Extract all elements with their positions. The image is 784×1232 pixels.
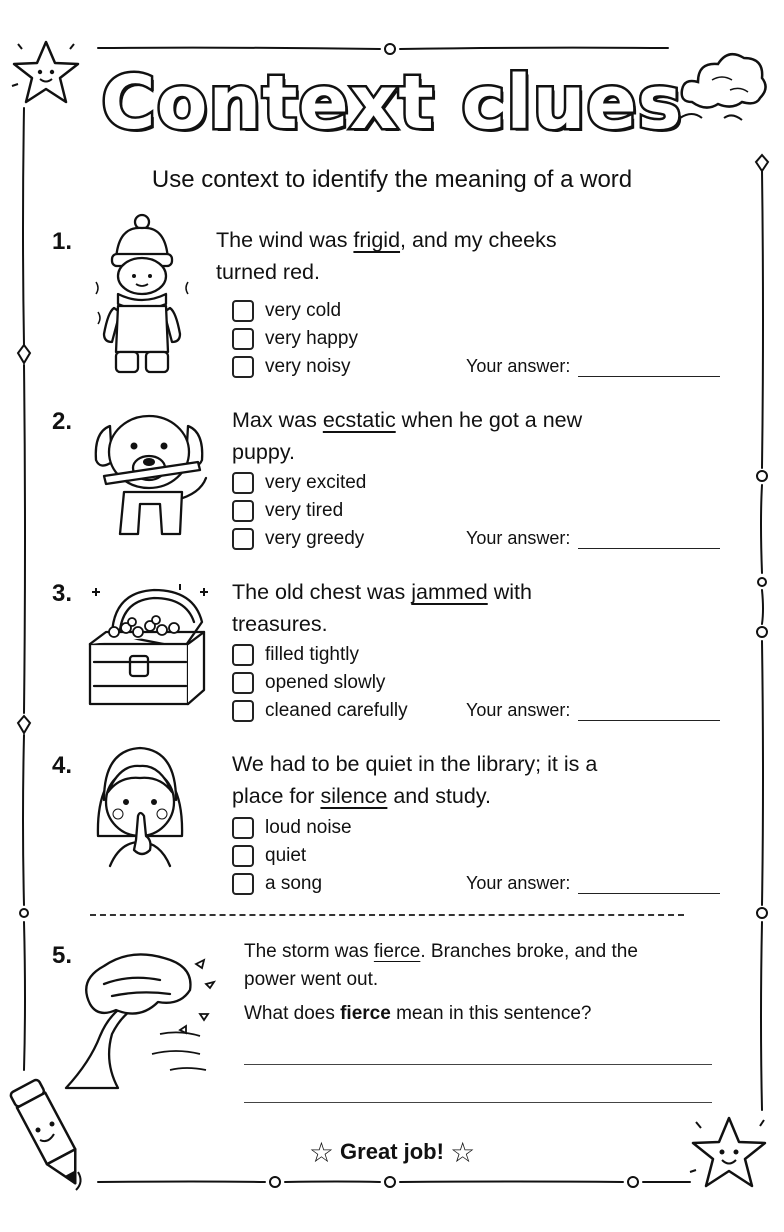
- checkbox-icon[interactable]: [232, 356, 254, 378]
- writing-line[interactable]: [244, 1102, 712, 1103]
- checkbox-icon[interactable]: [232, 845, 254, 867]
- checkbox-icon[interactable]: [232, 500, 254, 522]
- checkbox-icon[interactable]: [232, 817, 254, 839]
- option-label: very excited: [265, 472, 367, 493]
- option-checkbox[interactable]: [232, 298, 341, 324]
- option-label: a song: [265, 873, 323, 894]
- question-number: 2.: [52, 408, 73, 435]
- prompt-text: What does: [244, 1003, 341, 1024]
- answer-field[interactable]: [466, 700, 720, 721]
- option-checkbox[interactable]: [232, 498, 343, 524]
- writing-line[interactable]: [244, 1064, 712, 1065]
- option-checkbox[interactable]: [232, 326, 358, 352]
- question-sentence: [232, 748, 652, 812]
- option-checkbox[interactable]: [232, 642, 359, 668]
- checkbox-icon[interactable]: [232, 700, 254, 722]
- prompt-text: mean in this sentence?: [390, 1003, 592, 1024]
- option-checkbox[interactable]: [232, 871, 322, 897]
- footer-message: [0, 1136, 784, 1169]
- page-title: Context clues: [101, 60, 683, 146]
- question-number: 3.: [52, 580, 73, 607]
- answer-label: Your answer:: [466, 356, 571, 376]
- prompt-word: fierce: [340, 1003, 391, 1024]
- option-label: very cold: [265, 300, 342, 321]
- checkbox-icon[interactable]: [232, 300, 254, 322]
- sentence-text: and study.: [387, 784, 491, 808]
- answer-field[interactable]: [466, 356, 720, 377]
- option-checkbox[interactable]: [232, 470, 366, 496]
- option-label: very tired: [265, 500, 344, 521]
- option-label: quiet: [265, 845, 307, 866]
- option-checkbox[interactable]: [232, 526, 364, 552]
- puppy-with-stick-picture: [90, 408, 216, 542]
- sentence-text: . Branches broke, and the power went out.: [244, 941, 638, 990]
- section-divider: [90, 914, 684, 916]
- sentence-text: The wind was: [216, 228, 354, 252]
- star-icon: ☆: [308, 1137, 334, 1168]
- sentence-text: Max was: [232, 408, 323, 432]
- footer-text: Great job!: [340, 1139, 444, 1164]
- question-number: 4.: [52, 752, 73, 779]
- option-label: loud noise: [265, 817, 352, 838]
- option-checkbox[interactable]: [232, 843, 306, 869]
- question-sentence: [232, 576, 632, 640]
- sentence-text: The storm was: [244, 941, 374, 962]
- target-word: frigid: [353, 228, 401, 252]
- option-checkbox[interactable]: [232, 670, 385, 696]
- checkbox-icon[interactable]: [232, 644, 254, 666]
- option-checkbox[interactable]: [232, 698, 408, 724]
- question-sentence: [216, 224, 616, 288]
- question-sentence: [232, 404, 632, 468]
- question-sentence: [244, 938, 644, 994]
- answer-field[interactable]: [466, 528, 720, 549]
- question-prompt: [244, 1000, 704, 1028]
- option-label: cleaned carefully: [265, 700, 408, 721]
- sentence-text: , and my cheeks turned red.: [216, 228, 557, 284]
- sentence-text: when he got a new puppy.: [232, 408, 583, 464]
- checkbox-icon[interactable]: [232, 528, 254, 550]
- sentence-text: with treasures.: [232, 580, 532, 636]
- answer-label: Your answer:: [466, 700, 571, 720]
- answer-line[interactable]: [578, 358, 720, 377]
- question-number: 1.: [52, 228, 73, 255]
- option-label: very happy: [265, 328, 358, 349]
- sentence-text: The old chest was: [232, 580, 412, 604]
- child-in-winter-clothes-picture: [92, 212, 192, 378]
- target-word: jammed: [411, 580, 488, 604]
- treasure-chest-picture: [84, 578, 214, 712]
- target-word: ecstatic: [322, 408, 396, 432]
- target-word: silence: [320, 784, 388, 808]
- checkbox-icon[interactable]: [232, 873, 254, 895]
- answer-label: Your answer:: [466, 528, 571, 548]
- option-checkbox[interactable]: [232, 354, 351, 380]
- option-label: opened slowly: [265, 672, 386, 693]
- answer-line[interactable]: [578, 875, 720, 894]
- checkbox-icon[interactable]: [232, 672, 254, 694]
- target-word: fierce: [373, 941, 421, 962]
- option-checkbox[interactable]: [232, 815, 352, 841]
- option-label: very noisy: [265, 356, 351, 377]
- checkbox-icon[interactable]: [232, 328, 254, 350]
- answer-line[interactable]: [578, 702, 720, 721]
- question-number: 5.: [52, 942, 73, 969]
- answer-line[interactable]: [578, 530, 720, 549]
- option-label: very greedy: [265, 528, 365, 549]
- checkbox-icon[interactable]: [232, 472, 254, 494]
- star-icon: ☆: [450, 1137, 476, 1168]
- sentence-text: We had to be quiet in the library; it is a place for: [232, 752, 598, 808]
- option-label: filled tightly: [265, 644, 359, 665]
- answer-field[interactable]: [466, 873, 720, 894]
- tree-bending-in-wind-picture: [60, 944, 220, 1094]
- page-subtitle: Use context to identify the meaning of a word: [151, 166, 633, 193]
- answer-label: Your answer:: [466, 873, 571, 893]
- girl-shushing-picture: [90, 740, 190, 874]
